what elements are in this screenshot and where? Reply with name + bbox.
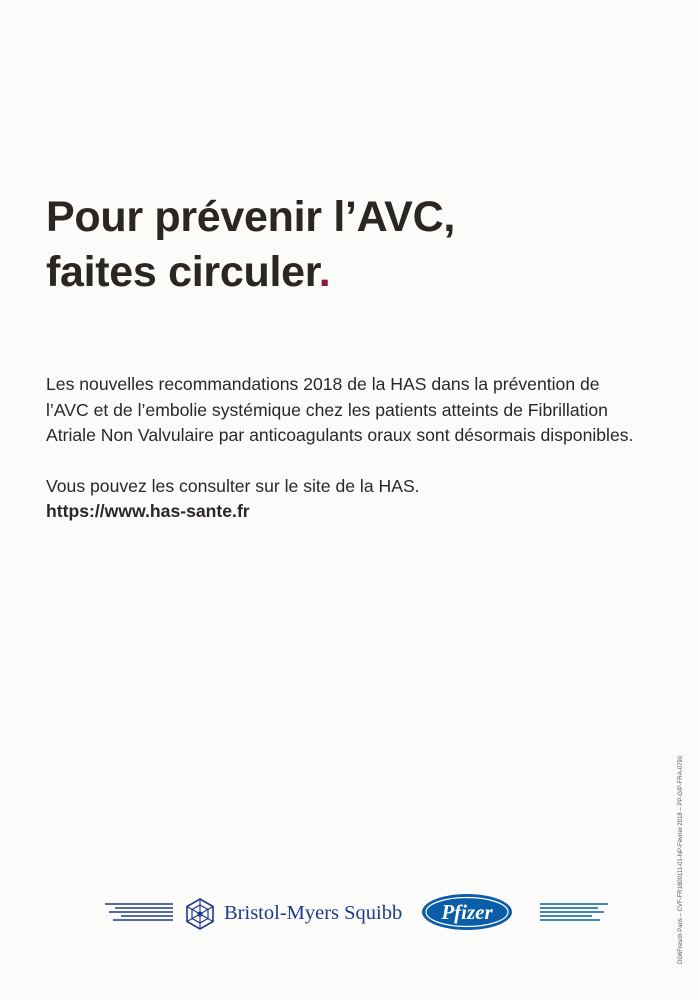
paragraph-spacer bbox=[46, 449, 646, 474]
speed-lines-right-icon bbox=[540, 900, 608, 924]
headline-accent-period: . bbox=[318, 248, 331, 296]
recommendation-paragraph: Les nouvelles recommandations 2018 de la HAS dans la prévention de l’AVC et de l’embolie systémique chez les patients atteints de Fibrillation Atriale Non Valvulaire par anticoagulants oraux sont désormais disponibles. bbox=[46, 374, 634, 445]
consult-paragraph: Vous pouvez les consulter sur le site de la HAS. bbox=[46, 475, 420, 496]
headline-line-2-text: faites circuler bbox=[46, 248, 319, 296]
bms-wordmark: Bristol-Myers Squibb bbox=[224, 902, 403, 924]
footer-logos bbox=[0, 880, 699, 950]
speed-lines-left-icon bbox=[105, 900, 173, 924]
headline bbox=[46, 190, 666, 300]
has-website-link[interactable]: https://www.has-sante.fr bbox=[46, 501, 250, 521]
bms-star-logo-icon bbox=[183, 897, 217, 931]
headline-line-1: Pour prévenir l’AVC, bbox=[46, 193, 455, 241]
body-text bbox=[46, 372, 646, 525]
pfizer-logo-text: Pfizer bbox=[441, 900, 493, 924]
pfizer-logo-icon bbox=[420, 892, 514, 932]
headline-line-2 bbox=[46, 245, 666, 300]
side-reference-text: DG6Fresch Paris – CVF-FR1800111-01-NP-Février 2018 – PP-GIP-FRA-0790 bbox=[678, 755, 684, 965]
